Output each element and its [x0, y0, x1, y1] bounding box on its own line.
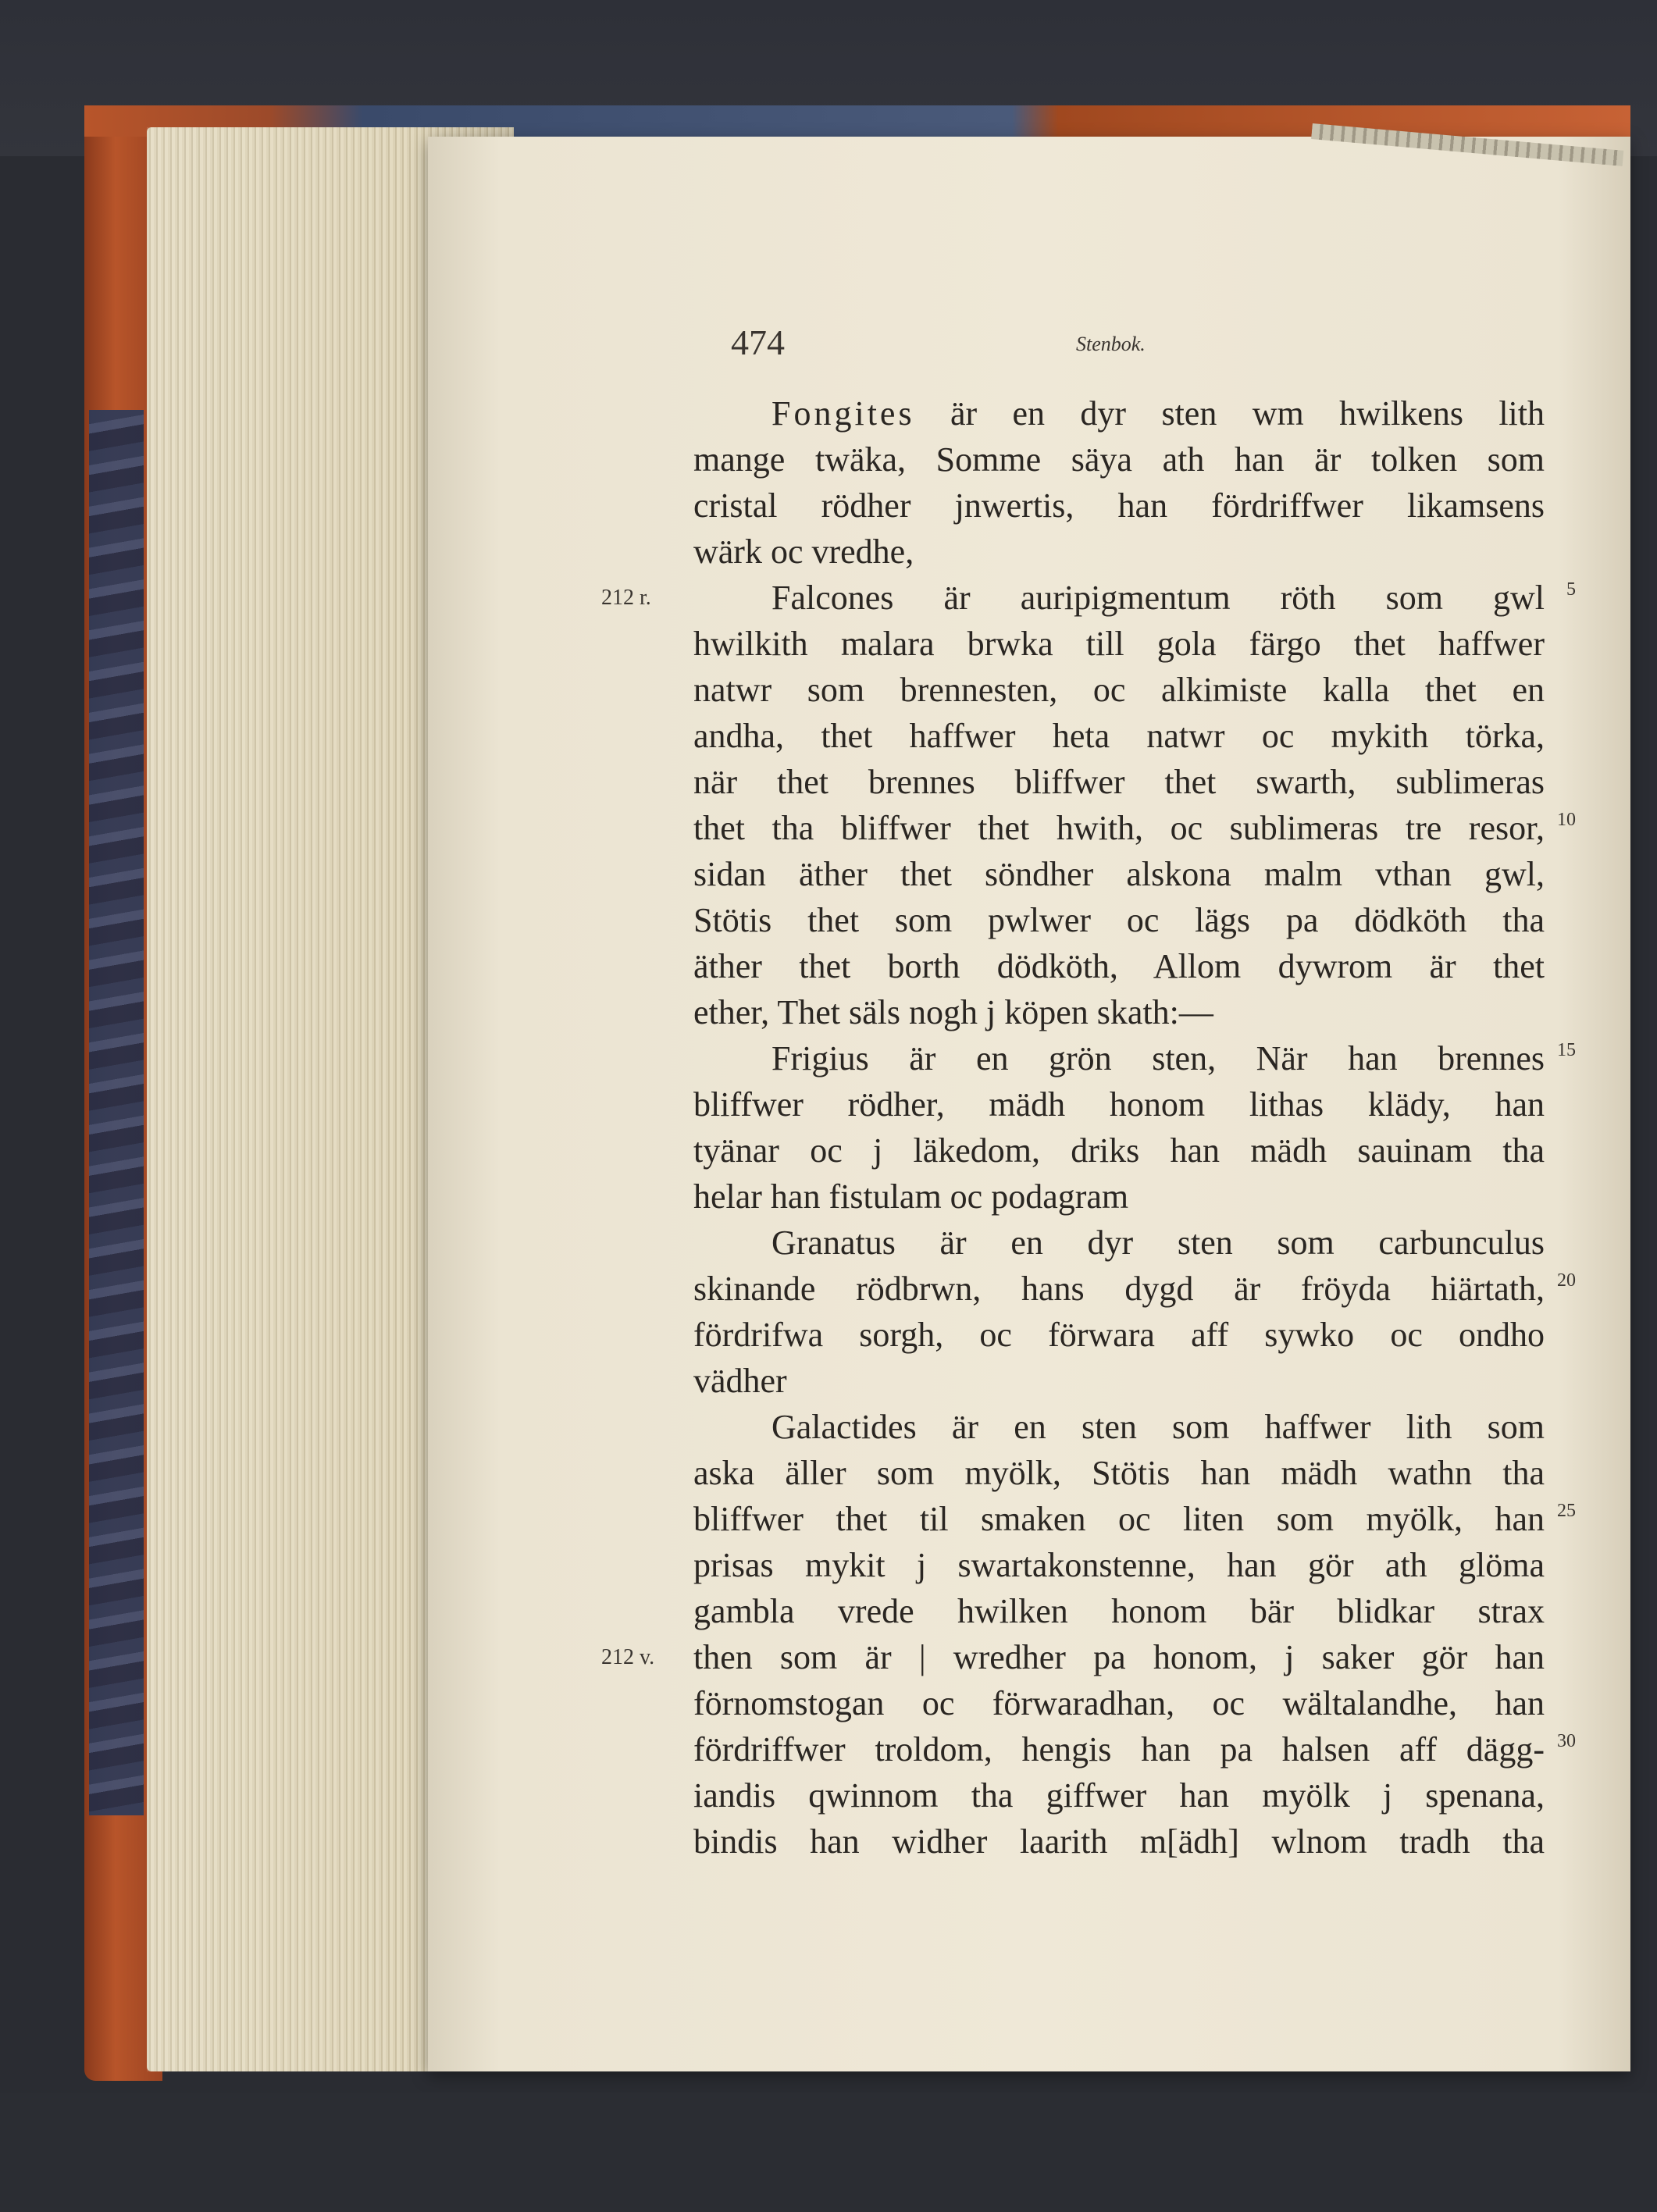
text-line: [693, 1818, 1545, 1865]
line-text: cristal rödher jnwertis, han fördriffwer likamsens: [693, 486, 1545, 525]
line-text: wärk oc vredhe,: [693, 533, 914, 571]
text-line: [693, 1358, 1545, 1404]
line-text: bindis han widher laarith m[ädh] wlnom tradh tha: [693, 1822, 1545, 1861]
text-line: [693, 713, 1545, 759]
text-line: [693, 1127, 1545, 1174]
text-line: [693, 851, 1545, 897]
line-text: fördriffwer troldom, hengis han pa halsen aff dägg-: [693, 1730, 1545, 1769]
line-text: helar han fistulam oc podagram: [693, 1177, 1129, 1216]
text-line: [693, 1266, 1576, 1312]
line-text: then som är | wredher pa honom, j saker gör han: [693, 1638, 1545, 1676]
text-line: [693, 1220, 1545, 1266]
body-text: [601, 390, 1576, 1865]
line-text: Frigius är en grön sten, När han brennes: [771, 1039, 1545, 1078]
line-number-margin: 5: [1566, 579, 1576, 600]
text-line: [693, 805, 1576, 851]
line-text: äther thet borth dödköth, Allom dywrom är thet: [693, 947, 1545, 985]
text-line: [693, 1726, 1576, 1772]
text-line: [693, 897, 1545, 943]
text-line: [693, 1404, 1545, 1450]
line-number-margin: 25: [1557, 1501, 1576, 1521]
line-text: Granatus är en dyr sten som carbunculus: [771, 1224, 1545, 1262]
text-line: [693, 1680, 1545, 1726]
line-text: ether, Thet säls nogh j köpen skath:—: [693, 993, 1213, 1031]
line-text: tyänar oc j läkedom, driks han mädh sauinam tha: [693, 1131, 1545, 1170]
line-text: iandis qwinnom tha giffwer han myölk j spenana,: [693, 1776, 1545, 1815]
text-line: [693, 621, 1545, 667]
line-text: andha, thet haffwer heta natwr oc mykith törka,: [693, 717, 1545, 755]
line-text: sidan äther thet söndher alskona malm vthan gwl,: [693, 855, 1545, 893]
line-text: gambla vrede hwilken honom bär blidkar strax: [693, 1592, 1545, 1630]
line-number-margin: 10: [1557, 810, 1576, 830]
text-line: [693, 483, 1545, 529]
line-number-margin: 20: [1557, 1270, 1576, 1291]
text-line: [693, 1174, 1545, 1220]
line-text: bliffwer thet til smaken oc liten som myölk, han: [693, 1500, 1545, 1538]
text-line: [601, 1634, 1545, 1680]
line-text: fördrifwa sorgh, oc förwara aff sywko oc ondho: [693, 1316, 1545, 1354]
line-text: thet tha bliffwer thet hwith, oc sublimeras tre resor,: [693, 809, 1545, 847]
running-title: Stenbok.: [1076, 333, 1146, 355]
line-text: skinande rödbrwn, hans dygd är fröyda hiärtath,: [693, 1270, 1545, 1308]
line-text: prisas mykit j swartakonstenne, han gör ath glöma: [693, 1546, 1545, 1584]
line-text: hwilkith malara brwka till gola färgo thet haffwer: [693, 625, 1545, 663]
line-number-margin: 15: [1557, 1040, 1576, 1060]
text-line: [693, 436, 1545, 483]
text-line: [693, 989, 1545, 1035]
line-text: förnomstogan oc förwaradhan, oc wältalandhe, han: [693, 1684, 1545, 1722]
line-number-margin: 30: [1557, 1731, 1576, 1751]
folio-margin-note: 212 r.: [601, 586, 651, 610]
text-line: [693, 1588, 1545, 1634]
background-bottom: [0, 2093, 1657, 2212]
line-text: Fongites är en dyr sten wm hwilkens lith: [771, 394, 1545, 433]
text-line: [693, 529, 1545, 575]
text-line: [693, 390, 1545, 436]
marbled-cover-pattern: [89, 410, 144, 1815]
text-line: [693, 759, 1545, 805]
line-text: natwr som brennesten, oc alkimiste kalla thet en: [693, 671, 1545, 709]
line-text: mange twäka, Somme säya ath han är tolken som: [693, 440, 1545, 479]
line-text: när thet brennes bliffwer thet swarth, sublimeras: [693, 763, 1545, 801]
text-line: [693, 667, 1545, 713]
line-text: bliffwer rödher, mädh honom lithas klädy, han: [693, 1085, 1545, 1124]
line-text: aska äller som myölk, Stötis han mädh wathn tha: [693, 1454, 1545, 1492]
page-number: 474: [731, 322, 785, 362]
line-text: vädher: [693, 1362, 787, 1400]
text-line: [693, 1772, 1545, 1818]
text-line: [693, 1035, 1576, 1081]
line-text: Falcones är auripigmentum röth som gwl: [771, 579, 1545, 617]
text-line: [693, 1542, 1545, 1588]
page-header: [0, 322, 1657, 369]
text-line: [693, 1450, 1545, 1496]
text-line: [601, 575, 1576, 621]
text-line: [693, 1312, 1545, 1358]
line-text: Stötis thet som pwlwer oc lägs pa dödköth tha: [693, 901, 1545, 939]
text-line: [693, 1081, 1545, 1127]
text-line: [693, 1496, 1576, 1542]
text-line: [693, 943, 1545, 989]
folio-margin-note: 212 v.: [601, 1645, 655, 1669]
line-text: Galactides är en sten som haffwer lith som: [771, 1408, 1545, 1446]
